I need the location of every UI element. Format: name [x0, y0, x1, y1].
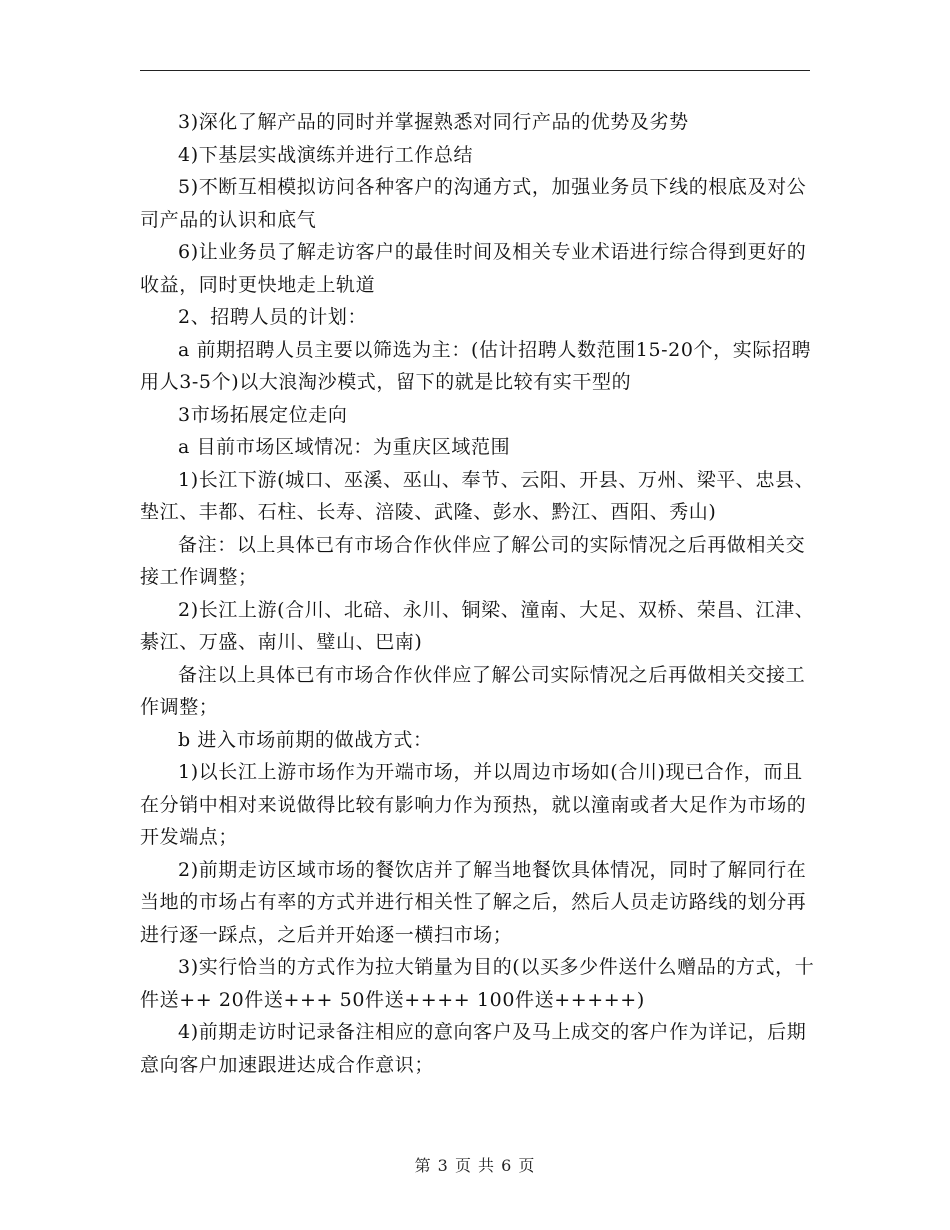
page-number: 第 3 页 共 6 页: [414, 1156, 536, 1175]
paragraph-5: 2、招聘人员的计划：: [178, 306, 368, 328]
paragraph-2: 4)下基层实战演练并进行工作总结: [178, 143, 474, 166]
document-body: [140, 106, 820, 1081]
paragraph-12: 备注以上具体已有市场合作伙伴应了解公司实际情况之后再做相关交接工作调整；: [140, 663, 806, 718]
paragraph-16: 3)实行恰当的方式作为拉大销量为目的(以买多少件送什么赠品的方式，十件送++ 20件送+++ 50件送++++ 100件送+++++): [140, 956, 815, 1011]
paragraph-8: a 目前市场区域情况：为重庆区域范围: [178, 436, 511, 458]
paragraph-11: 2)长江上游(合川、北碚、永川、铜梁、潼南、大足、双桥、荣昌、江津、綦江、万盛、南川、璧山、巴南): [140, 598, 815, 653]
paragraph-7: 3市场拓展定位走向: [178, 403, 348, 426]
header-rule: [140, 70, 810, 71]
paragraph-9: 1)长江下游(城口、巫溪、巫山、奉节、云阳、开县、万州、梁平、忠县、垫江、丰都、石柱、长寿、涪陵、武隆、彭水、黔江、酉阳、秀山): [140, 468, 815, 523]
paragraph-15: 2)前期走访区域市场的餐饮店并了解当地餐饮具体情况，同时了解同行在当地的市场占有率的方式并进行相关性了解之后，然后人员走访路线的划分再进行逐一踩点，之后并开始逐一横扫市场；: [140, 858, 807, 946]
paragraph-14: 1)以长江上游市场作为开端市场，并以周边市场如(合川)现已合作，而且在分销中相对来说做得比较有影响力作为预热，就以潼南或者大足作为市场的开发端点；: [140, 761, 807, 848]
paragraph-4: 6)让业务员了解走访客户的最佳时间及相关专业术语进行综合得到更好的收益，同时更快地走上轨道: [140, 241, 807, 296]
paragraph-17: 4)前期走访时记录备注相应的意向客户及马上成交的客户作为详记，后期意向客户加速跟进达成合作意识；: [140, 1021, 807, 1076]
paragraph-6: a 前期招聘人员主要以筛选为主：(估计招聘人数范围15-20个，实际招聘用人3-5个)以大浪淘沙模式，留下的就是比较有实干型的: [140, 338, 812, 393]
paragraph-3: 5)不断互相模拟访问各种客户的沟通方式，加强业务员下线的根底及对公司产品的认识和底气: [140, 176, 807, 231]
paragraph-1: 3)深化了解产品的同时并掌握熟悉对同行产品的优势及劣势: [178, 111, 689, 133]
paragraph-13: b 进入市场前期的做战方式：: [178, 728, 433, 751]
paragraph-10: 备注：以上具体已有市场合作伙伴应了解公司的实际情况之后再做相关交接工作调整；: [140, 533, 806, 588]
